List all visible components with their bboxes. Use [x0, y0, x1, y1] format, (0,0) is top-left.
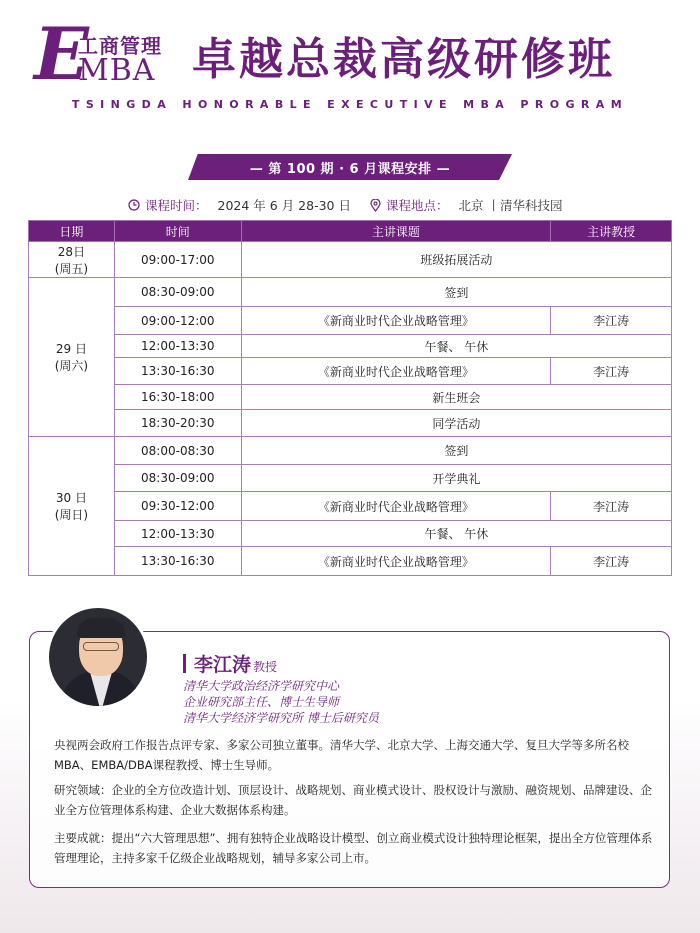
- topic-cell: 午餐、 午休: [241, 521, 671, 547]
- topic-cell: 签到: [241, 278, 671, 307]
- time-cell: 09:00-17:00: [114, 242, 241, 278]
- bio-paragraph-research: 研究领域：企业的全方位改造计划、顶层设计、战略规划、商业模式设计、股权设计与激励、融资规划、品牌建设、企业全方位管理体系构建、企业大数据体系构建。: [54, 783, 652, 817]
- course-time-value: 2024 年 6 月 28-30 日: [217, 198, 351, 213]
- time-cell: 08:00-08:30: [114, 437, 241, 465]
- session-ribbon: [188, 154, 512, 180]
- date-weekday: (周五): [54, 261, 89, 276]
- program-subtitle-en: TSINGDA HONORABLE EXECUTIVE MBA PROGRAM: [71, 98, 629, 111]
- table-row: [29, 335, 672, 358]
- date-cell: [29, 437, 115, 576]
- professor-affiliations: [183, 678, 379, 726]
- date-day: 29 日: [55, 342, 87, 356]
- time-cell: 09:30-12:00: [114, 492, 241, 521]
- header-topic: 主讲课题: [241, 221, 550, 242]
- time-cell: 13:30-16:30: [114, 358, 241, 385]
- session-ribbon-text: — 第 100 期 · 6 月课程安排 —: [249, 161, 451, 177]
- topic-cell: 《新商业时代企业战略管理》: [241, 492, 550, 521]
- time-cell: 16:30-18:00: [114, 385, 241, 410]
- time-cell: 08:30-09:00: [114, 278, 241, 307]
- topic-cell: 《新商业时代企业战略管理》: [241, 307, 550, 335]
- time-cell: 12:00-13:30: [114, 335, 241, 358]
- table-row: [29, 410, 672, 437]
- table-row: [29, 465, 672, 492]
- professor-heading: [183, 650, 277, 677]
- table-row: [29, 547, 672, 576]
- topic-cell: 同学活动: [241, 410, 671, 437]
- date-weekday: (周六): [54, 359, 89, 373]
- header: [0, 0, 700, 125]
- teacher-cell: 李江涛: [551, 358, 672, 385]
- date-day: 28日: [57, 244, 86, 259]
- photo-hair: [77, 618, 125, 638]
- table-header-row: [29, 221, 672, 242]
- photo-glasses: [83, 642, 119, 651]
- professor-photo: [46, 605, 150, 709]
- date-weekday: (周日): [54, 508, 89, 522]
- topic-cell: 签到: [241, 437, 671, 465]
- table-row: [29, 242, 672, 278]
- date-cell: [29, 242, 115, 278]
- course-place: [370, 196, 563, 214]
- table-row: [29, 307, 672, 335]
- topic-cell: 《新商业时代企业战略管理》: [241, 547, 550, 576]
- table-row: [29, 437, 672, 465]
- time-cell: 08:30-09:00: [114, 465, 241, 492]
- bio-paragraph-achievements: 主要成就：提出“六大管理思想”、拥有独特企业战略设计模型、创立商业模式设计独特理论框架，提出全方位管理体系管理理论，主持多家千亿级企业战略规划，辅导多家公司上市。: [54, 831, 653, 865]
- table-row: [29, 358, 672, 385]
- clock-icon: [128, 199, 140, 211]
- program-title: 卓越总裁高级研修班: [192, 34, 615, 85]
- course-time: [128, 196, 351, 214]
- affiliation-line: 清华大学经济学研究所 博士后研究员: [183, 711, 379, 725]
- date-cell: [29, 278, 115, 437]
- schedule-table: [28, 220, 672, 576]
- affiliation-line: 清华大学政治经济学研究中心: [183, 679, 340, 693]
- table-row: [29, 521, 672, 547]
- professor-name: 李江涛: [194, 654, 252, 676]
- professor-title: 教授: [253, 660, 278, 674]
- logo-letter: E: [34, 11, 89, 96]
- teacher-cell: 李江涛: [551, 547, 672, 576]
- date-day: 30 日: [55, 491, 87, 505]
- header-teacher: 主讲教授: [551, 221, 672, 242]
- topic-cell: 午餐、 午休: [241, 335, 671, 358]
- teacher-cell: 李江涛: [551, 307, 672, 335]
- logo-mba: MBA: [78, 53, 156, 88]
- time-cell: 12:00-13:30: [114, 521, 241, 547]
- header-time: 时间: [114, 221, 241, 242]
- course-place-value: 北京 丨清华科技园: [458, 198, 563, 213]
- time-cell: 18:30-20:30: [114, 410, 241, 437]
- time-cell: 09:00-12:00: [114, 307, 241, 335]
- table-row: [29, 385, 672, 410]
- time-cell: 13:30-16:30: [114, 547, 241, 576]
- teacher-cell: 李江涛: [551, 492, 672, 521]
- location-pin-icon: [370, 199, 381, 212]
- topic-cell: 班级拓展活动: [241, 242, 671, 278]
- topic-cell: 新生班会: [241, 385, 671, 410]
- table-row: [29, 278, 672, 307]
- affiliation-line: 企业研究部主任、博士生导师: [183, 695, 340, 709]
- table-row: [29, 492, 672, 521]
- logo-subtitle: 工商管理: [78, 34, 162, 58]
- header-date: 日期: [29, 221, 115, 242]
- course-place-label: 课程地点：: [386, 198, 449, 213]
- heading-accent-bar: [183, 654, 186, 673]
- course-time-label: 课程时间：: [145, 198, 208, 213]
- topic-cell: 开学典礼: [241, 465, 671, 492]
- topic-cell: 《新商业时代企业战略管理》: [241, 358, 550, 385]
- bio-paragraph-intro: 央视两会政府工作报告点评专家、多家公司独立董事。清华大学、北京大学、上海交通大学、复旦大学等多所名校MBA、EMBA/DBA课程教授、博士生导师。: [54, 738, 629, 772]
